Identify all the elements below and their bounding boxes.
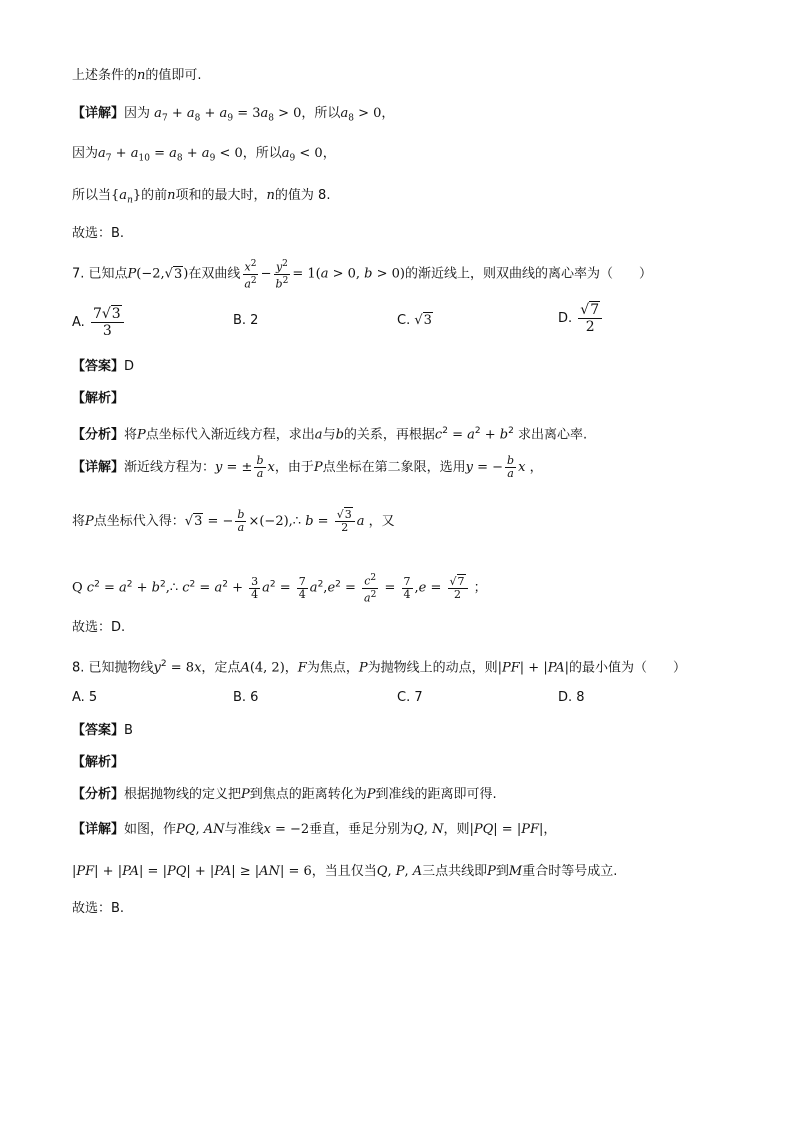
detail-tag: 【详解】 [72,106,125,121]
q8-answer: 【答案】B [72,723,133,738]
question-8: 8. 已知抛物线$y^2 = 8x$，定点A(4, 2)，F为焦点，P为抛物线上的动点，则|PF| + |PA|的最小值为（ ） [72,659,687,676]
detail-line-3: 所以当$\{a_n\}$的前n项和的最大时，n的值为 8. [72,188,331,206]
choose-line-1: 故选：B. [72,226,125,241]
q8-analysis: 【分析】根据抛物线的定义把P到焦点的距离转化为P到准线的距离即可得. [72,787,497,802]
q7-detail-1: 【详解】渐近线方程为：y = ± $\frac{b}{a}$ x，由于P点坐标在第二象限，选用y = − $\frac{b}{a}$ x ， [72,454,543,480]
detail-line-1: 【详解】因为 $a_7 + a_8 + a_9 = 3a_8 > 0$，所以$a_8 > 0$， [72,106,395,124]
q7-option-c[interactable]: C. √3 [397,313,432,328]
q8-option-d[interactable]: D. 8 [558,690,585,705]
choose-line-3: 故选：B. [72,901,125,916]
q7-analysis: 【分析】将P点坐标代入渐近线方程，求出a与b的关系，再根据$c^2 = a^2 + b^2$ 求出离心率. [72,426,588,443]
q7-detail-2: 将P点坐标代入得：√3 = − $\frac{b}{a}$ ×(−2),∴ b = $\frac{√3}{2}$ a ，又 [72,508,395,534]
choose-line-2: 故选：D. [72,620,126,635]
q7-option-b[interactable]: B. 2 [233,313,259,328]
q8-detail-2: |PF| + |PA| = |PQ| + |PA| ≥ |AN| = 6，当且仅当Q, P, A三点共线即P到M重合时等号成立. [72,864,618,879]
q8-option-c[interactable]: C. 7 [397,690,423,705]
q7-answer: 【答案】D [72,359,135,374]
q8-option-a[interactable]: A. 5 [72,690,98,705]
question-7: 7. 已知点P(−2,√3)在双曲线 $\frac{x^2}{a^2}$ − $\frac{y^2}{b^2}$ = 1(a > 0, b > 0)的渐近线上，则双曲线的离心率为（ ） [72,259,653,291]
q7-detail-3: Q $c^2 = a^2$ + $b^2,\therefore$ $c^2 = a^2$ + $\frac{3}{4}$ $a^2$ = $\frac{7}{4}$ $a^2,e^2$ = $\frac{c^2}{a^2}$ = $\frac{7}{4}$ ,e = $\frac{√7}{2}$ ； [72,573,487,605]
q7-jiexi: 【解析】 [72,391,125,406]
q8-jiexi: 【解析】 [72,755,125,770]
q8-detail-1: 【详解】如图，作PQ, AN与准线x = −2垂直，垂足分别为Q, N，则|PQ| = |PF|， [72,822,557,837]
text-line-1: 上述条件的n的值即可. [72,68,202,83]
q7-option-a[interactable]: A. $\frac{7√3}{3}$ [72,306,126,339]
q7-option-d[interactable]: D. $\frac{√7}{2}$ [558,302,604,335]
detail-line-2: 因为$a_7 + a_{10} = a_8 + a_9 < 0$，所以$a_9 < 0$， [72,146,336,164]
q8-option-b[interactable]: B. 6 [233,690,259,705]
